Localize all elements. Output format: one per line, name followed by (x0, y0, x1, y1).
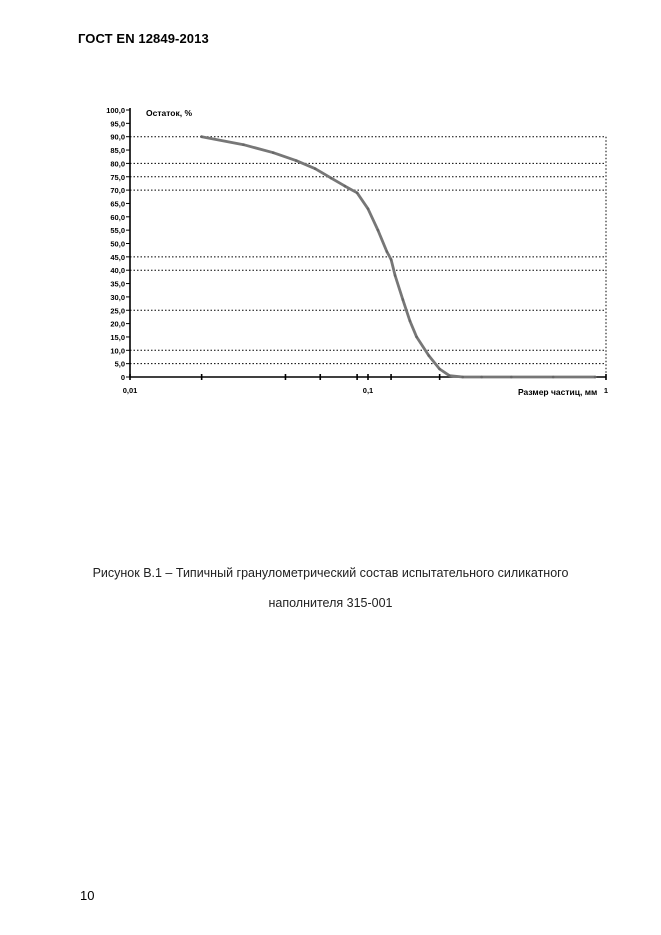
y-tick-label: 60,0 (110, 212, 125, 222)
y-tick-label: 35,0 (110, 279, 125, 289)
page-number: 10 (80, 888, 95, 903)
y-tick-label: 30,0 (110, 292, 125, 302)
data-point (415, 336, 418, 339)
y-ticks (106, 106, 130, 382)
data-point (344, 185, 347, 188)
data-point (510, 376, 513, 379)
y-tick-label: 45,0 (110, 252, 125, 262)
data-point (377, 229, 380, 232)
y-tick-label: 50,0 (110, 239, 125, 249)
data-point (367, 208, 370, 211)
data-point (402, 298, 405, 301)
y-tick-label: 80,0 (110, 159, 125, 169)
data-point (428, 354, 431, 357)
data-point (314, 167, 317, 170)
y-tick-label: 55,0 (110, 226, 125, 236)
gridlines (130, 137, 606, 377)
x-axis-label: Размер частиц, мм (518, 387, 598, 397)
data-point (409, 320, 412, 323)
y-tick-label: 20,0 (110, 319, 125, 329)
data-point (394, 274, 397, 277)
y-tick-label: 95,0 (110, 119, 125, 129)
data-point (242, 143, 245, 146)
data-point (200, 135, 203, 138)
y-tick-label: 5,0 (114, 359, 125, 369)
x-tick-label: 0,01 (122, 386, 138, 395)
data-point (295, 159, 298, 162)
y-tick-label: 85,0 (110, 146, 125, 156)
y-tick-label: 25,0 (110, 306, 125, 316)
figure-caption-line-1: Рисунок В.1 – Типичный гранулометрический состав испытательного силикатного (92, 566, 569, 580)
data-point (594, 376, 597, 379)
figure-caption-line-2: наполнителя 315-001 (268, 596, 393, 610)
data-point (272, 151, 275, 154)
data-point (552, 376, 555, 379)
y-tick-label: 70,0 (110, 186, 125, 196)
data-point (390, 258, 393, 261)
data-point (330, 177, 333, 180)
data-point (386, 250, 389, 253)
y-tick-label: 90,0 (110, 132, 125, 142)
data-point (461, 376, 464, 379)
y-tick-label: 100,0 (106, 106, 125, 115)
data-point (356, 192, 359, 195)
y-tick-label: 10,0 (110, 346, 125, 356)
y-tick-label: 65,0 (110, 199, 125, 209)
data-point (480, 376, 483, 379)
y-tick-label: 0 (120, 373, 125, 382)
data-point (438, 368, 441, 371)
document-header: ГОСТ EN 12849-2013 (78, 31, 209, 46)
y-tick-label: 40,0 (110, 266, 125, 276)
data-point (448, 374, 451, 377)
y-tick-label: 15,0 (110, 332, 125, 342)
x-tick-label: 1 (603, 386, 609, 395)
y-tick-label: 75,0 (110, 172, 125, 182)
y-axis-label: Остаток, % (146, 108, 193, 118)
x-tick-label: 0,1 (362, 386, 374, 395)
